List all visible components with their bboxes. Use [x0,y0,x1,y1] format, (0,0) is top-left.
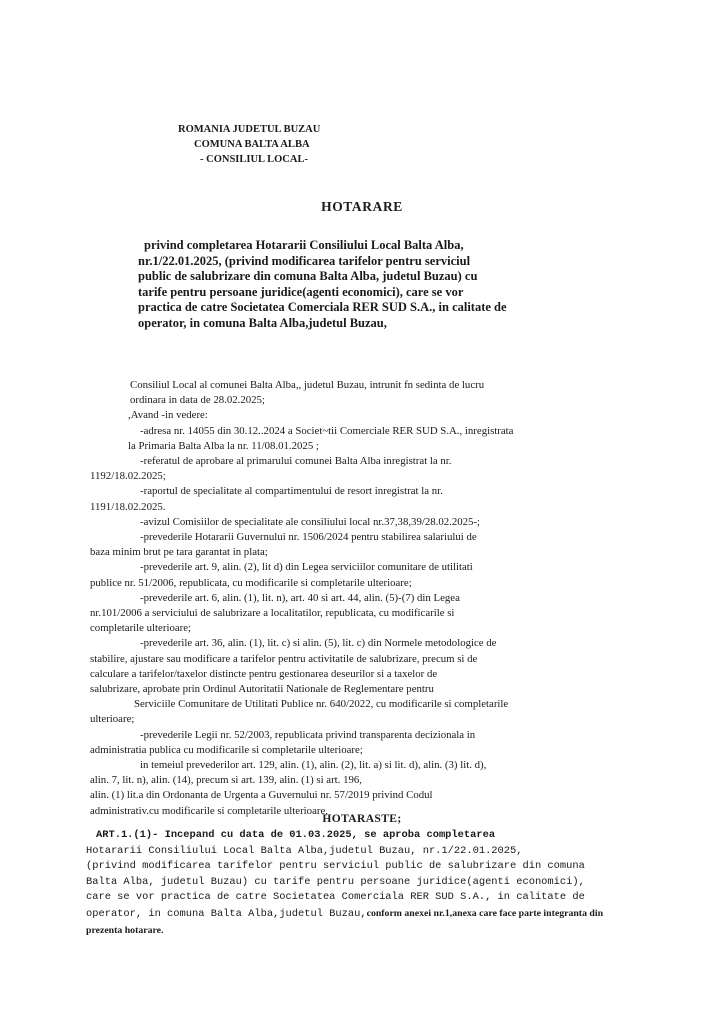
article-line: Hotararii Consiliului Local Balta Alba,judetul Buzau, nr.1/22.01.2025, [86,844,523,857]
article-line: ART.1.(1)- Incepand cu data de 01.03.2025, se aproba completarea [96,829,496,841]
document-title: HOTARARE [321,199,403,214]
preamble-line: stabilire, ajustare sau modificare a tarifelor pentru activitatile de salubrizare, precum si de [90,652,478,665]
header-commune: COMUNA BALTA ALBA [194,139,310,150]
preamble-line: 1192/18.02.2025; [90,470,166,483]
preamble-line: -prevederile art. 36, alin. (1), lit. c) si alin. (5), lit. c) din Normele metodologice de [140,637,497,650]
subject-line: public de salubrizare din comuna Balta Alba, judetul Buzau) cu [138,269,478,284]
preamble-line: completarile ulterioare; [90,622,192,635]
preamble-line: ordinara in data de 28.02.2025; [130,394,265,407]
article-line: Balta Alba, judetul Buzau) cu tarife pentru persoane juridice(agenti economici), [86,875,585,888]
preamble-line: administratia publica cu modificarile si completarile ulterioare; [90,743,363,756]
preamble-line: -prevederile Legii nr. 52/2003, republicata privind transparenta decizionala in [140,728,476,741]
document-header [178,122,438,167]
decision-heading: HOTARASTE; [322,813,402,825]
preamble-line: -prevederile Hotararii Guvernului nr. 1506/2024 pentru stabilirea salariului de [140,531,477,544]
preamble-line: -adresa nr. 14055 din 30.12..2024 a Societ~tii Comerciale RER SUD S.A., inregistrata [140,424,514,437]
preamble-line: salubrizare, aprobate prin Ordinul Autoritatii Nationale de Reglementare pentru [90,683,434,696]
preamble-line: calculare a tarifelor/taxelor distincte pentru gestionarea deseurilor si a taxelor de [90,667,438,680]
preamble-line: ,Avand -in vedere: [128,409,208,422]
article-line: care se vor practica de catre Societatea Comerciala RER SUD S.A., in calitate de [86,891,585,904]
subject-line: practica de catre Societatea Comerciala RER SUD S.A., in calitate de [138,300,507,315]
article-line-annex: conform anexei nr.1,anexa care face parte integranta din [366,907,604,919]
preamble-line: administrativ.cu modificarile si completarile ulterioare, [90,804,328,817]
subject-line: nr.1/22.01.2025, (privind modificarea tarifelor pentru serviciul [138,253,471,268]
preamble-line: -referatul de aprobare al primarului comunei Balta Alba inregistrat la nr. [140,455,452,468]
header-country-county: ROMANIA JUDETUL BUZAU [178,124,321,135]
subject-line: tarife pentru persoane juridice(agenti economici), care se vor [138,284,464,299]
preamble-line: Consiliul Local al comunei Balta Alba,, judetul Buzau, intrunit fn sedinta de lucru [130,379,485,391]
preamble-line: in temeiul prevederilor art. 129, alin. (1), alin. (2), lit. a) si lit. d), alin. (3) lit. d), [140,759,487,772]
article-line: (privind modificarea tarifelor pentru serviciul public de salubrizare din comuna [86,860,585,873]
preamble-line: baza minim brut pe tara garantat in plata; [90,546,268,559]
preamble-line: la Primaria Balta Alba la nr. 11/08.01.2025 ; [128,439,319,452]
article-line-part: operator, in comuna Balta Alba,judetul Buzau, [86,907,367,920]
preamble-line: ulterioare; [90,713,135,726]
preamble-line: publice nr. 51/2006, republicata, cu modificarile si completarile ulterioare; [90,576,412,589]
subject-line: operator, in comuna Balta Alba,judetul Buzau, [138,315,387,330]
preamble-line: 1191/18.02.2025. [90,500,166,513]
article-1 [86,828,646,938]
article-line: prezenta hotarare. [86,924,164,936]
preamble-line: -prevederile art. 9, alin. (2), lit d) din Legea serviciilor comunitare de utilitati [140,561,473,574]
preamble-line: nr.101/2006 a serviciului de salubrizare a localitatilor, republicata, cu modificarile si [90,607,455,620]
header-council: - CONSILIUL LOCAL- [200,154,308,165]
article-line [86,906,646,923]
preamble-line: alin. (1) lit.a din Ordonanta de Urgenta a Guvernului nr. 57/2019 privind Codul [90,789,433,802]
preamble-line: -avizul Comisiilor de specialitate ale consiliului local nr.37,38,39/28.02.2025-; [140,515,481,528]
subject-line: privind completarea Hotararii Consiliului Local Balta Alba, [144,238,464,252]
document-subject [138,238,558,332]
document-preamble [90,378,650,819]
preamble-line: -prevederile art. 6, alin. (1), lit. n), art. 40 si art. 44, alin. (5)-(7) din Legea [140,591,460,604]
preamble-line: -raportul de specialitate al compartimentului de resort inregistrat la nr. [140,485,443,498]
preamble-line: alin. 7, lit. n), alin. (14), precum si art. 139, alin. (1) si art. 196, [90,774,362,787]
preamble-line: Serviciile Comunitare de Utilitati Publice nr. 640/2022, cu modificarile si completarile [134,698,509,711]
